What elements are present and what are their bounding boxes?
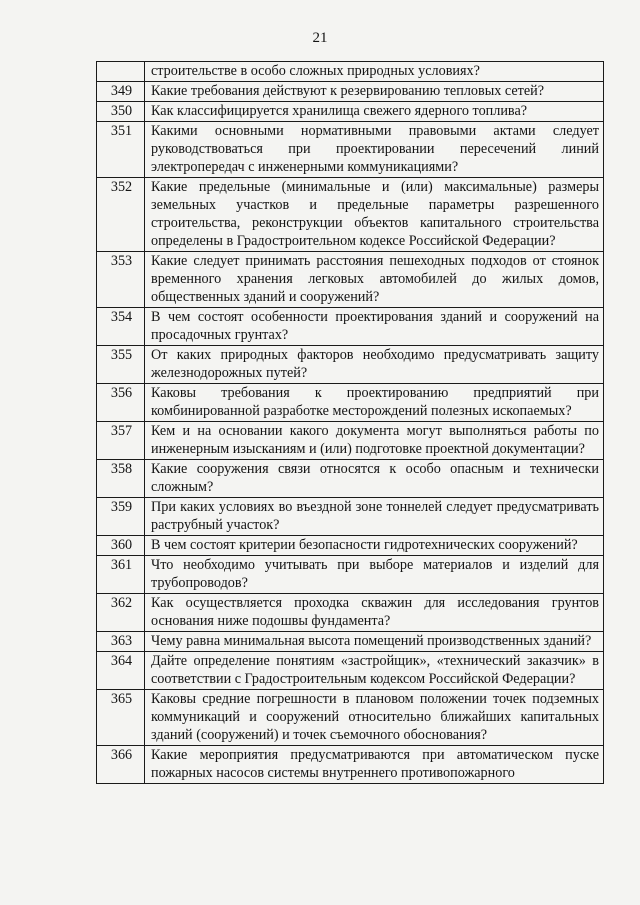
question-number: 355: [97, 346, 145, 384]
question-number: 356: [97, 384, 145, 422]
question-number: 350: [97, 102, 145, 122]
question-text: Каковы требования к проектированию предприятий при комбинированной разработке месторождений полезных ископаемых?: [145, 384, 604, 422]
questions-table: [96, 61, 604, 784]
page-number: 21: [312, 30, 328, 46]
question-text: Какие сооружения связи относятся к особо опасным и технически сложным?: [145, 460, 604, 498]
question-number: 360: [97, 536, 145, 556]
question-text: В чем состоят критерии безопасности гидротехнических сооружений?: [145, 536, 604, 556]
question-number: 357: [97, 422, 145, 460]
table-row: [97, 498, 604, 536]
table-row: [97, 746, 604, 784]
question-text: Каковы средние погрешности в плановом положении точек подземных коммуникаций и сооружений относительно ближайших капитальных зданий (сооружений) и точек съемочного обоснования?: [145, 690, 604, 746]
question-number: 366: [97, 746, 145, 784]
question-text: Кем и на основании какого документа могут выполняться работы по инженерным изысканиям и (или) подготовке проектной документации?: [145, 422, 604, 460]
question-number: 365: [97, 690, 145, 746]
table-row: [97, 62, 604, 82]
question-text: Как классифицируется хранилища свежего ядерного топлива?: [145, 102, 604, 122]
question-number: 359: [97, 498, 145, 536]
table-row: [97, 346, 604, 384]
question-text: При каких условиях во въездной зоне тоннелей следует предусматривать раструбный участок?: [145, 498, 604, 536]
table-row: [97, 252, 604, 308]
question-number: 364: [97, 652, 145, 690]
question-text: Какие требования действуют к резервированию тепловых сетей?: [145, 82, 604, 102]
question-text: Что необходимо учитывать при выборе материалов и изделий для трубопроводов?: [145, 556, 604, 594]
table-row: [97, 594, 604, 632]
table-row: [97, 460, 604, 498]
question-text: Какие предельные (минимальные и (или) максимальные) размеры земельных участков и предельные параметры разрешенного строительства, реконструкции объектов капитального строительства определены в Градостроительном кодексе Российской Федерации?: [145, 178, 604, 252]
question-text: Какие следует принимать расстояния пешеходных подходов от стоянок временного хранения легковых автомобилей до жилых домов, общественных зданий и сооружений?: [145, 252, 604, 308]
question-number: 349: [97, 82, 145, 102]
table-row: [97, 632, 604, 652]
table-row: [97, 536, 604, 556]
question-text: В чем состоят особенности проектирования зданий и сооружений на просадочных грунтах?: [145, 308, 604, 346]
table-row: [97, 556, 604, 594]
question-text: Какими основными нормативными правовыми актами следует руководствоваться при проектировании пересечений линий электропередач с инженерными коммуникациями?: [145, 122, 604, 178]
table-row: [97, 178, 604, 252]
table-row: [97, 652, 604, 690]
question-number: 363: [97, 632, 145, 652]
table-row: [97, 122, 604, 178]
question-text: Как осуществляется проходка скважин для исследования грунтов основания ниже подошвы фундамента?: [145, 594, 604, 632]
question-text: Дайте определение понятиям «застройщик», «технический заказчик» в соответствии с Градостроительным кодексом Российской Федерации?: [145, 652, 604, 690]
question-number: 362: [97, 594, 145, 632]
question-number: [97, 62, 145, 82]
question-text: строительстве в особо сложных природных условиях?: [145, 62, 604, 82]
question-text: Какие мероприятия предусматриваются при автоматическом пуске пожарных насосов системы внутреннего противопожарного: [145, 746, 604, 784]
table-row: [97, 308, 604, 346]
question-number: 358: [97, 460, 145, 498]
table-row: [97, 82, 604, 102]
question-text: Чему равна минимальная высота помещений производственных зданий?: [145, 632, 604, 652]
question-text: От каких природных факторов необходимо предусматривать защиту железнодорожных путей?: [145, 346, 604, 384]
questions-table-body: [97, 62, 604, 784]
table-row: [97, 422, 604, 460]
question-number: 361: [97, 556, 145, 594]
table-row: [97, 690, 604, 746]
table-row: [97, 102, 604, 122]
question-number: 352: [97, 178, 145, 252]
question-number: 353: [97, 252, 145, 308]
table-row: [97, 384, 604, 422]
question-number: 351: [97, 122, 145, 178]
question-number: 354: [97, 308, 145, 346]
